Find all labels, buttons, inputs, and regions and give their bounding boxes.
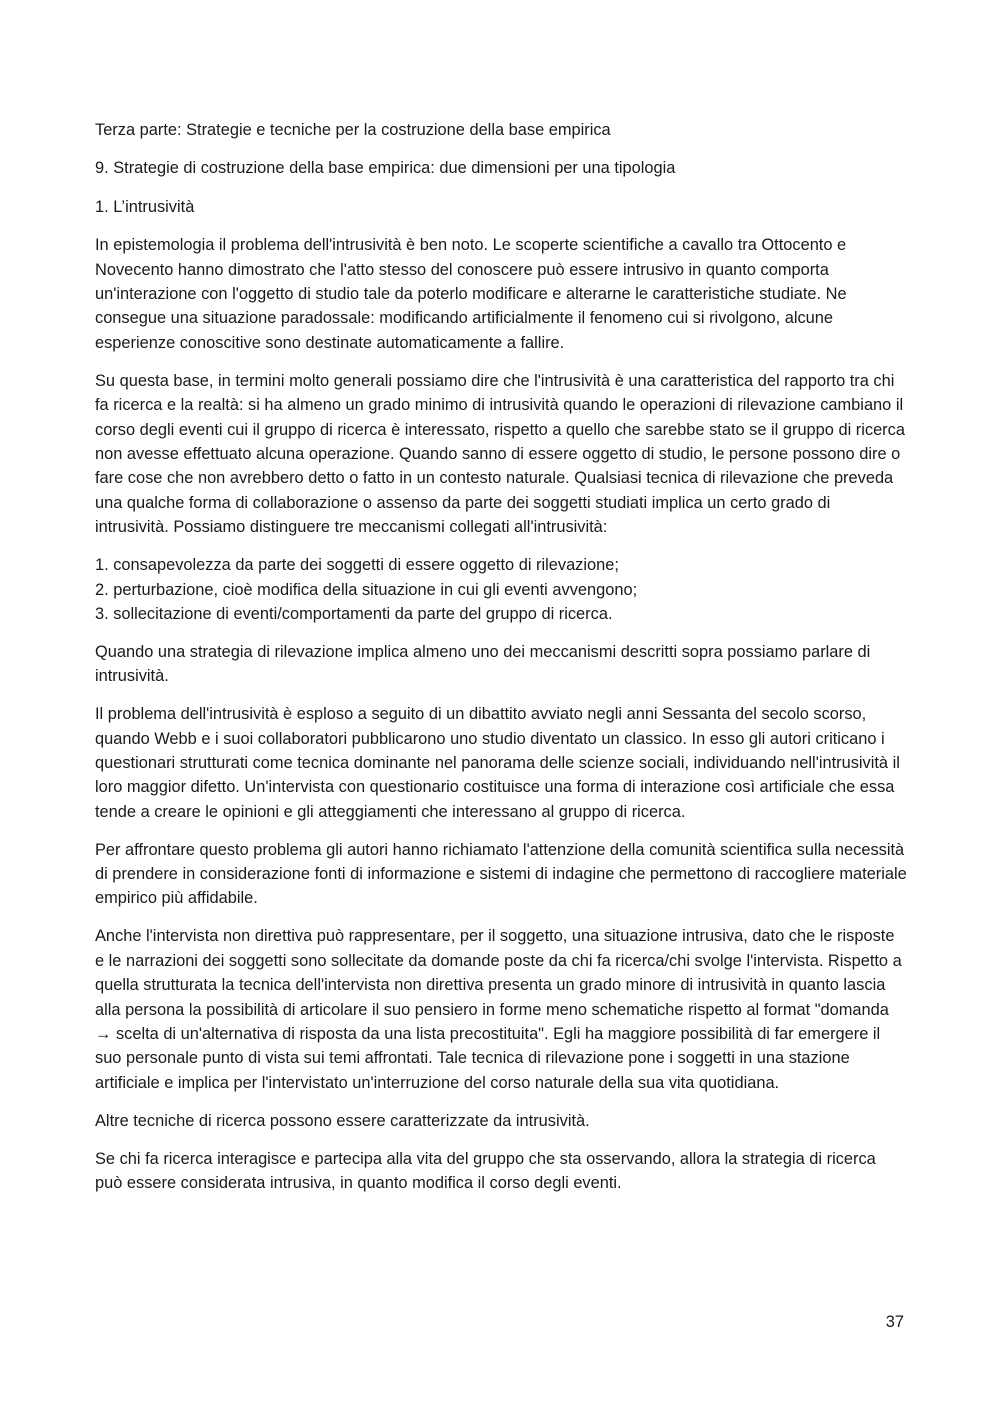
paragraph-participant-observation: Se chi fa ricerca interagisce e partecipa alla vita del gruppo che sta osservando, allora la strategia di ricerca può essere considerata intrusiva, in quanto modifica il corso degli eventi. — [95, 1149, 876, 1193]
page-body — [95, 118, 907, 1209]
list-item: 3. sollecitazione di eventi/comportamenti da parte del gruppo di ricerca. — [95, 604, 613, 623]
paragraph-intrusivity-definition: Su questa base, in termini molto generali possiamo dire che l'intrusività è una caratteristica del rapporto tra chi fa ricerca e la realtà: si ha almeno un grado minimo di intrusività quando le operazioni di rilevazione cambiano il corso degli eventi cui il gruppo di ricerca è interessato, rispetto a quello che sarebbe stato se il gruppo di ricerca non avesse effettuato alcuna operazione. Quando sanno di essere oggetto di studio, le persone possono dire o fare cose che non avrebbero detto o fatto in un contesto naturale. Qualsiasi tecnica di rilevazione che preveda una qualche forma di collaborazione o assenso da parte dei soggetti studiati implica un certo grado di intrusività. Possiamo distinguere tre meccanismi collegati all'intrusività: — [95, 371, 905, 537]
paragraph-scientific-community: Per affrontare questo problema gli autori hanno richiamato l'attenzione della comunità scientifica sulla necessità di prendere in considerazione fonti di informazione e sistemi di indagine che permettono di raccogliere materiale empirico più affidabile. — [95, 840, 907, 908]
paragraph-non-directive-interview: Anche l'intervista non direttiva può rappresentare, per il soggetto, una situazione intrusiva, dato che le risposte e le narrazioni dei soggetti sono sollecitate da domande poste da chi fa ricerca/chi svolge l'intervista. Rispetto a quella strutturata la tecnica dell'intervista non direttiva presenta un grado minore di intrusività in quanto lascia alla persona la possibilità di articolare il suo pensiero in forme meno schematiche rispetto al format "domanda → scelta di un'alternativa di risposta da una lista precostituita". Egli ha maggiore possibilità di far emergere il suo personale punto di vista sui temi affrontati. Tale tecnica di rilevazione pone i soggetti in una stazione artificiale e implica per l'intervistato un'interruzione del corso naturale della sua vita quotidiana. — [95, 927, 902, 1092]
list-item: 1. consapevolezza da parte dei soggetti di essere oggetto di rilevazione; — [95, 556, 619, 575]
paragraph-epistemology: In epistemologia il problema dell'intrusività è ben noto. Le scoperte scientifiche a cavallo tra Ottocento e Novecento hanno dimostrato che l'atto stesso del conoscere può essere intrusivo in quanto comporta un'interazione con l'oggetto di studio tale da poterlo modificare e alterarne le caratteristiche studiate. Ne consegue una situazione paradossale: modificando artificialmente il fenomeno cui si rivolgono, alcune esperienze conoscitive sono destinate automaticamente a fallire. — [95, 236, 847, 352]
chapter-heading: 9. Strategie di costruzione della base empirica: due dimensioni per una tipologia — [95, 159, 676, 178]
list-item: 2. perturbazione, cioè modifica della situazione in cui gli eventi avvengono; — [95, 580, 638, 599]
paragraph-webb-debate: Il problema dell'intrusività è esploso a seguito di un dibattito avviato negli anni Sessanta del secolo scorso, quando Webb e i suoi collaboratori pubblicarono uno studio diventato un classico. In esso gli autori criticano i questionari strutturati come tecnica dominante nel panorama delle scienze sociali, individuando nell'intrusività il loro maggior difetto. Un'intervista con questionario costituisce una forma di interazione così artificiale che essa tende a creare le opinioni e gli atteggiamenti che interessano al gruppo di ricerca. — [95, 705, 900, 821]
part-heading: Terza parte: Strategie e tecniche per la costruzione della base empirica — [95, 121, 611, 139]
page-number: 37 — [885, 1313, 904, 1331]
section-heading: 1. L’intrusività — [95, 197, 195, 216]
paragraph-intrusivity-condition: Quando una strategia di rilevazione implica almeno uno dei meccanismi descritti sopra possiamo parlare di intrusività. — [95, 642, 871, 686]
mechanisms-list — [95, 553, 907, 626]
paragraph-other-techniques: Altre tecniche di ricerca possono essere caratterizzate da intrusività. — [95, 1111, 590, 1130]
